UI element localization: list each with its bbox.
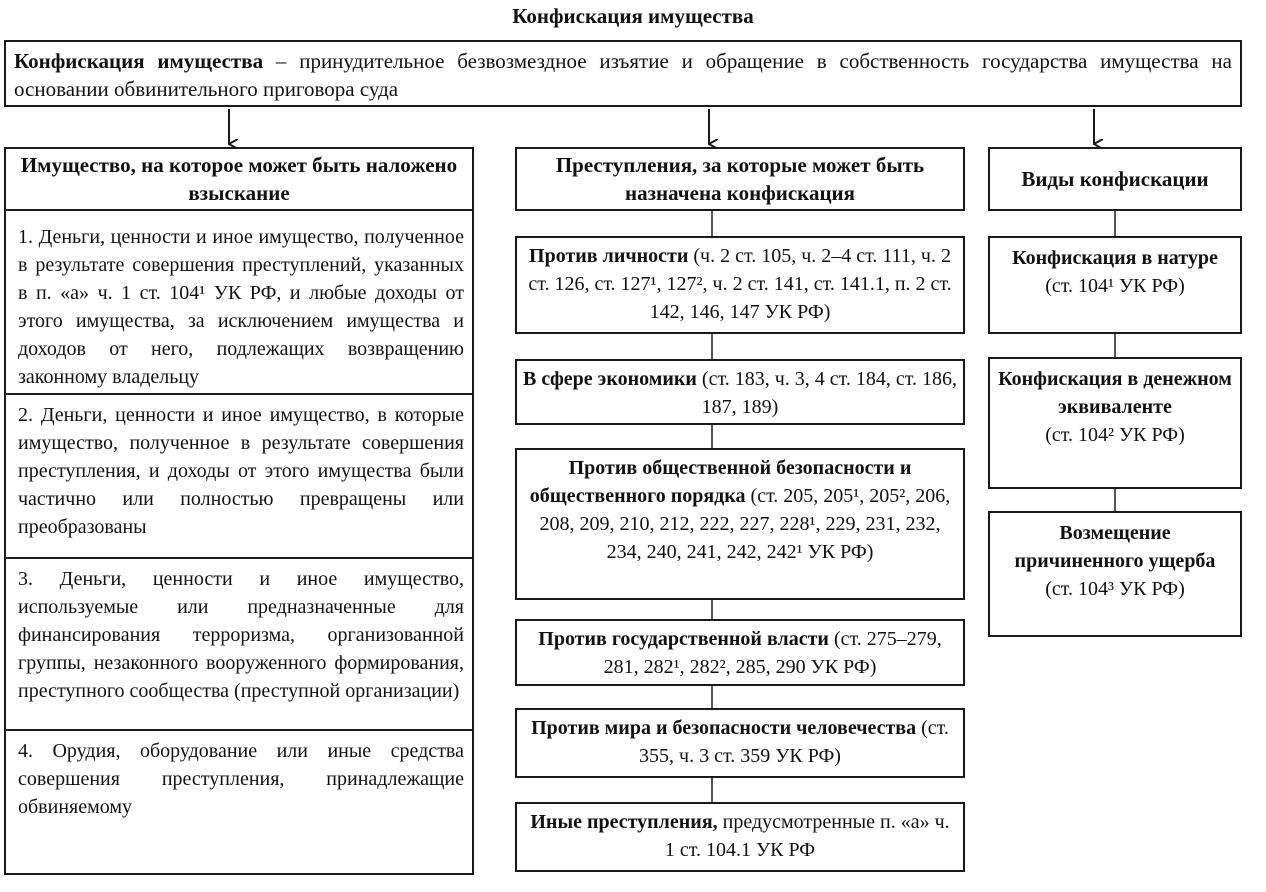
property-item-2: 2. Деньги, ценности и иное имущество, в которые имущество, полученное в результате совершения преступления, и доходы от этого имущества были частично или полностью превращены или преобразованы — [18, 404, 464, 538]
type-article: (ст. 104² УК РФ) — [1045, 424, 1185, 446]
crime-box-peace — [515, 708, 965, 778]
property-header — [4, 147, 474, 211]
types-header — [988, 147, 1242, 211]
crime-category: Против общественной безопасности и общественного порядка — [529, 457, 912, 507]
crime-box-personal — [515, 236, 965, 334]
definition-term: Конфискация имущества — [14, 49, 264, 73]
property-list — [4, 211, 474, 875]
crime-category: В сфере экономики — [523, 368, 697, 390]
type-name: Конфискация в денежном эквиваленте — [998, 368, 1232, 418]
property-item-1: 1. Деньги, ценности и иное имущество, полученное в результате совершения преступлений, указанных в п. «а» ч. 1 ст. 104¹ УК РФ, и любые доходы от этого имущества, за исключением имущества и доходов от него, подлежащих возвращению законному владельцу — [18, 226, 464, 388]
crime-box-other — [515, 802, 965, 872]
crimes-header — [515, 147, 965, 211]
type-name: Конфискация в натуре — [1012, 247, 1218, 269]
crime-box-public-safety — [515, 448, 965, 600]
crime-articles: (ст. 275–279, 281, 282¹, 282², 285, 290 УК РФ) — [603, 628, 942, 678]
property-header-label: Имущество, на которое может быть наложено взыскание — [20, 153, 458, 205]
property-divider — [6, 393, 472, 395]
diagram-title: Конфискация имущества — [512, 4, 754, 28]
property-item-3: 3. Деньги, ценности и иное имущество, используемые или предназначенные для финансирования терроризма, организованной группы, незаконного вооруженного формирования, преступного сообщества (преступной организации) — [18, 568, 464, 702]
crime-box-state-power — [515, 619, 965, 686]
property-divider — [6, 557, 472, 559]
type-box-monetary — [988, 357, 1242, 489]
type-name: Возмещение причиненного ущерба — [1014, 522, 1216, 572]
types-header-label: Виды конфискации — [1021, 167, 1209, 191]
type-box-damages — [988, 511, 1242, 637]
property-divider — [6, 729, 472, 731]
crime-articles: (ч. 2 ст. 105, ч. 2–4 ст. 111, ч. 2 ст. 126, ст. 127¹, 127², ч. 2 ст. 141, ст. 141.1, п. 2 ст. 142, 146, 147 УК РФ) — [528, 245, 952, 323]
crimes-header-label: Преступления, за которые может быть назначена конфискация — [555, 153, 925, 205]
crime-category: Против мира и безопасности человечества — [531, 717, 917, 739]
definition-box — [4, 40, 1242, 107]
crime-box-economy — [515, 359, 965, 425]
crime-articles: предусмотренные п. «а» ч. 1 ст. 104.1 УК РФ — [664, 811, 950, 861]
crime-articles: (ст. 205, 205¹, 205², 206, 208, 209, 210, 212, 222, 227, 228¹, 229, 231, 232, 234, 240, 241, 242, 242¹ УК РФ) — [539, 485, 951, 563]
crime-category: Против государственной власти — [538, 628, 829, 650]
type-box-in-kind — [988, 236, 1242, 334]
crime-articles: (ст. 183, ч. 3, 4 ст. 184, ст. 186, 187, 189) — [696, 368, 957, 418]
crime-category: Против личности — [529, 245, 689, 267]
crime-articles: (ст. 355, ч. 3 ст. 359 УК РФ) — [639, 717, 949, 767]
crime-category: Иные преступления, — [530, 811, 718, 833]
type-article: (ст. 104¹ УК РФ) — [1045, 275, 1185, 297]
definition-text: – принудительное безвозмездное изъятие и обращение в собственность государства имущества на основании обвинительного приговора суда — [14, 49, 1232, 101]
type-article: (ст. 104³ УК РФ) — [1045, 578, 1185, 600]
property-item-4: 4. Орудия, оборудование или иные средства совершения преступления, принадлежащие обвиняемому — [18, 740, 464, 818]
